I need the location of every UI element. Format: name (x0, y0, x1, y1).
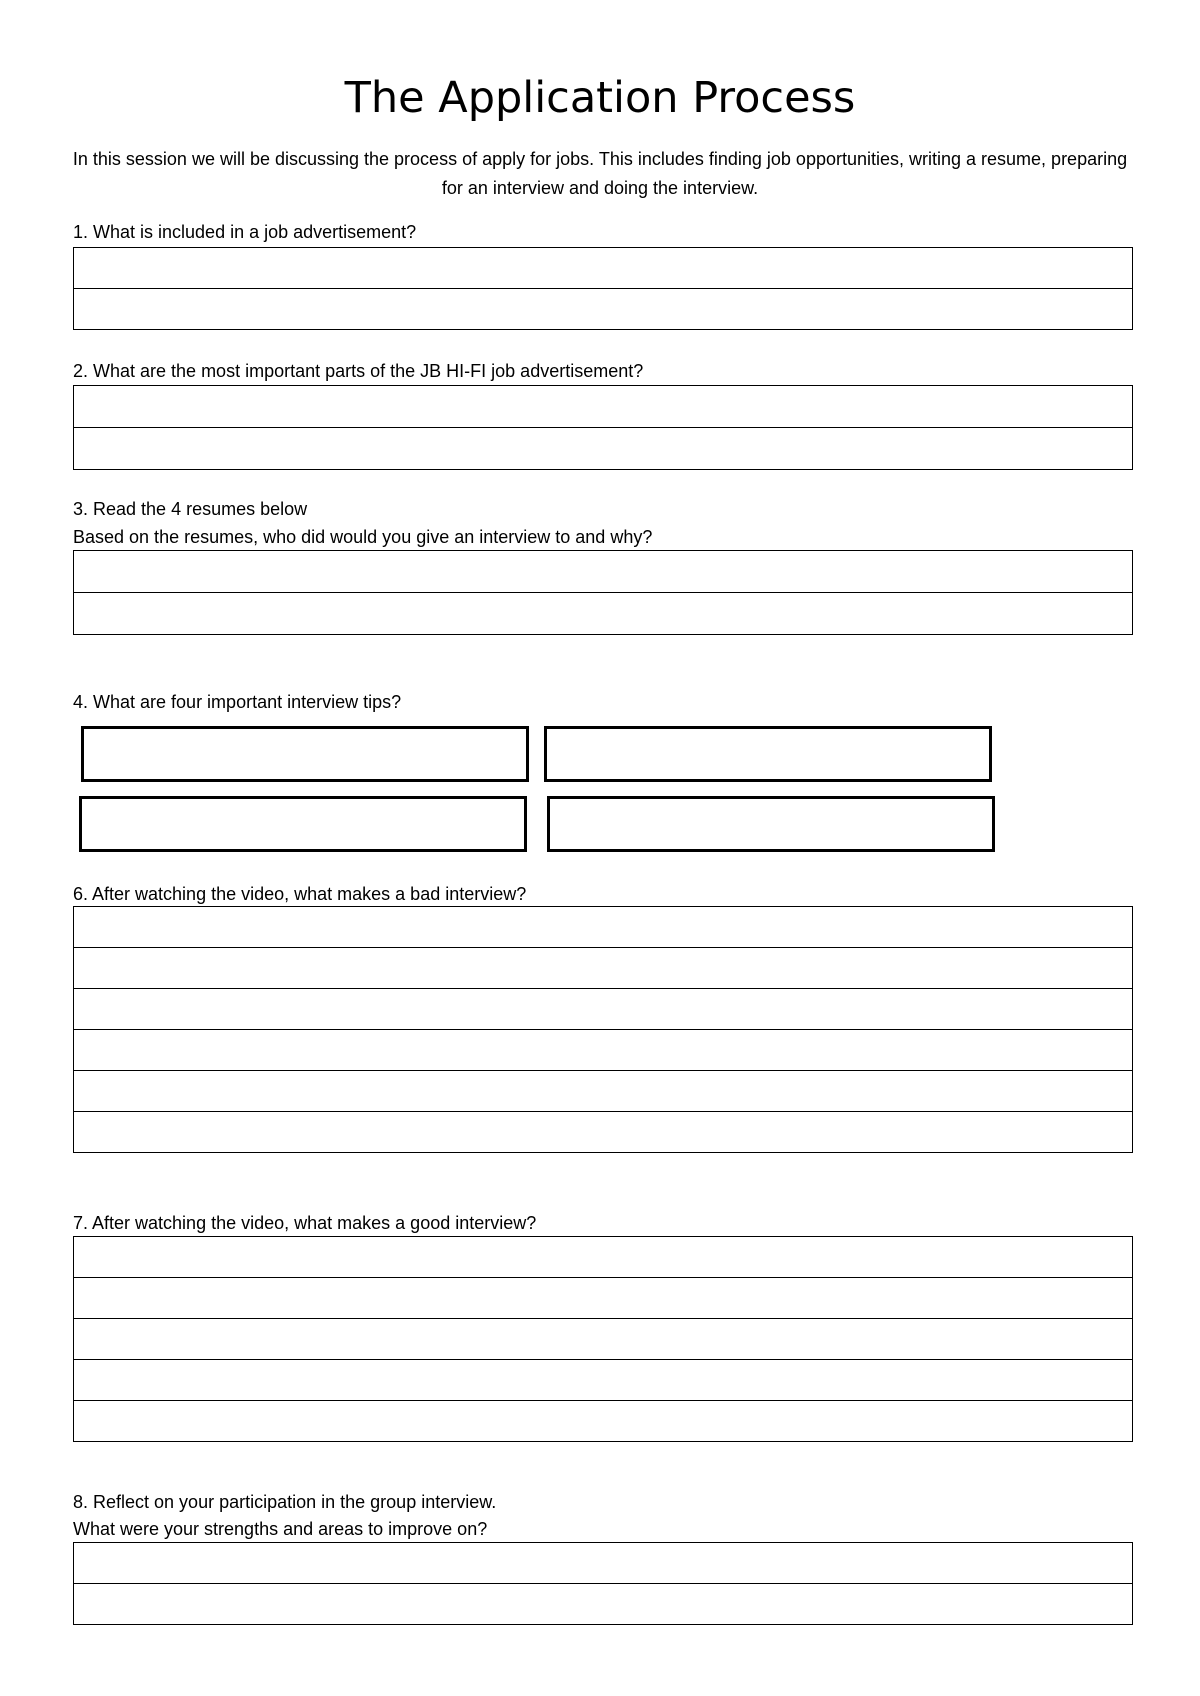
answer-line[interactable] (74, 289, 1132, 330)
tip-box-2[interactable] (544, 726, 992, 782)
tip-box-1[interactable] (81, 726, 529, 782)
question-3-heading: 3. Read the 4 resumes below (73, 499, 308, 519)
answer-lines-q2 (73, 385, 1133, 470)
answer-line[interactable] (74, 989, 1132, 1030)
answer-line[interactable] (74, 1278, 1132, 1319)
question-1: 1. What is included in a job advertisement? (73, 222, 417, 242)
answer-line[interactable] (74, 1401, 1132, 1442)
answer-line[interactable] (74, 1071, 1132, 1112)
answer-line[interactable] (74, 1360, 1132, 1401)
answer-line[interactable] (74, 386, 1132, 428)
answer-line[interactable] (74, 1237, 1132, 1278)
answer-line[interactable] (74, 1319, 1132, 1360)
tip-box-4[interactable] (547, 796, 995, 852)
intro-paragraph: In this session we will be discussing the process of apply for jobs. This includes finding job opportunities, writing a resume, preparing for an interview and doing the interview. (72, 149, 1128, 198)
question-4: 4. What are four important interview tips? (73, 692, 402, 712)
answer-line[interactable] (74, 907, 1132, 948)
answer-line[interactable] (74, 1112, 1132, 1153)
question-2: 2. What are the most important parts of the JB HI-FI job advertisement? (73, 361, 644, 381)
question-8-heading: 8. Reflect on your participation in the group interview. (73, 1492, 497, 1512)
answer-line[interactable] (74, 551, 1132, 593)
tip-box-3[interactable] (79, 796, 527, 852)
question-6: 6. After watching the video, what makes a bad interview? (73, 884, 527, 904)
question-8: What were your strengths and areas to improve on? (73, 1519, 488, 1539)
answer-line[interactable] (74, 1584, 1132, 1625)
answer-lines-q3 (73, 550, 1133, 635)
answer-lines-q6 (73, 906, 1133, 1153)
question-3: Based on the resumes, who did would you give an interview to and why? (73, 527, 653, 547)
answer-line[interactable] (74, 948, 1132, 989)
answer-line[interactable] (74, 1030, 1132, 1071)
answer-lines-q1 (73, 247, 1133, 330)
answer-lines-q8 (73, 1542, 1133, 1625)
answer-line[interactable] (74, 593, 1132, 635)
answer-lines-q7 (73, 1236, 1133, 1442)
page-title: The Application Process (344, 73, 856, 123)
answer-line[interactable] (74, 428, 1132, 470)
answer-line[interactable] (74, 1543, 1132, 1584)
answer-line[interactable] (74, 248, 1132, 289)
question-7: 7. After watching the video, what makes a good interview? (73, 1213, 537, 1233)
